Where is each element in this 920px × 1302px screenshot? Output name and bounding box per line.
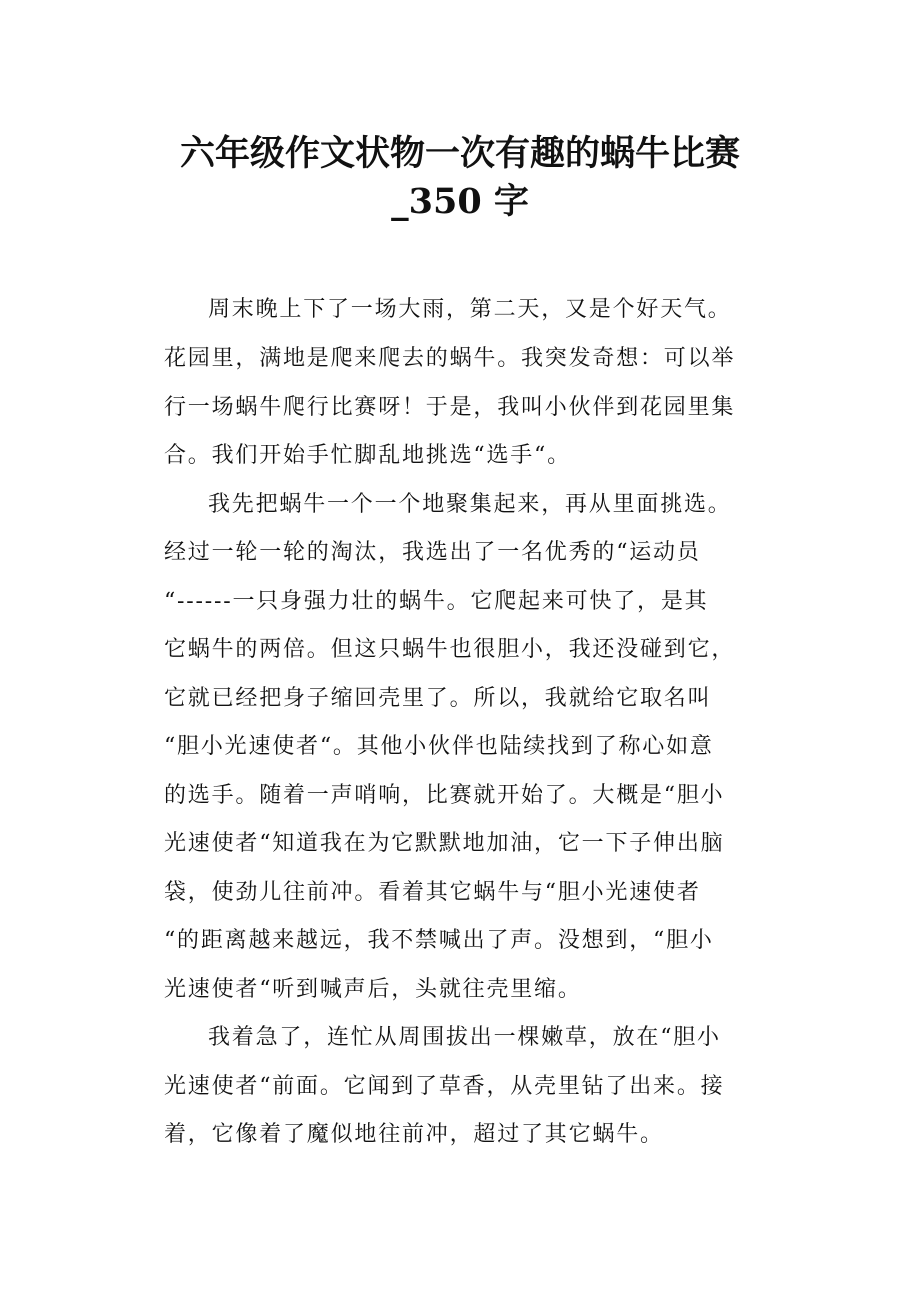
text-line: 光速使者“知道我在为它默默地加油，它一下子伸出脑 (164, 831, 725, 856)
page-title-continuation: _350 字 (391, 181, 529, 222)
text-line: 着，它像着了魔似地往前冲，超过了其它蜗牛。 (164, 1122, 664, 1147)
text-line: 经过一轮一轮的淘汰，我选出了一名优秀的“运动员 (164, 540, 701, 565)
text-line: 行一场蜗牛爬行比赛呀！于是，我叫小伙伴到花园里集 (164, 395, 736, 420)
text-line: 它就已经把身子缩回壳里了。所以，我就给它取名叫 (164, 686, 712, 711)
text-line: 周末晚上下了一场大雨，第二天，又是个好天气。 (208, 297, 732, 322)
text-line: 我着急了，连忙从周围拔出一棵嫩草，放在“胆小 (208, 1025, 721, 1050)
text-line: 的选手。随着一声哨响，比赛就开始了。大概是“胆小 (164, 783, 725, 808)
page-title: 六年级作文状物一次有趣的蜗牛比赛 (179, 133, 740, 174)
text-line: “的距离越来越远，我不禁喊出了声。没想到，“胆小 (164, 928, 714, 953)
text-line: 光速使者“前面。它闻到了草香，从壳里钻了出来。接 (164, 1074, 725, 1099)
text-line: 花园里，满地是爬来爬去的蜗牛。我突发奇想：可以举 (164, 346, 736, 371)
text-line: 光速使者“听到喊声后，头就往壳里缩。 (164, 977, 582, 1002)
text-line: 合。我们开始手忙脚乱地挑选“选手“。 (164, 443, 571, 468)
text-line: “胆小光速使者“。其他小伙伴也陆续找到了称心如意 (164, 734, 714, 759)
text-line: “------一只身强力壮的蜗牛。它爬起来可快了，是其 (164, 589, 709, 614)
text-line: 袋，使劲儿往前冲。看着其它蜗牛与“胆小光速使者 (164, 880, 701, 905)
text-line: 我先把蜗牛一个一个地聚集起来，再从里面挑选。 (208, 492, 732, 517)
text-line: 它蜗牛的两倍。但这只蜗牛也很胆小，我还没碰到它， (164, 637, 736, 662)
